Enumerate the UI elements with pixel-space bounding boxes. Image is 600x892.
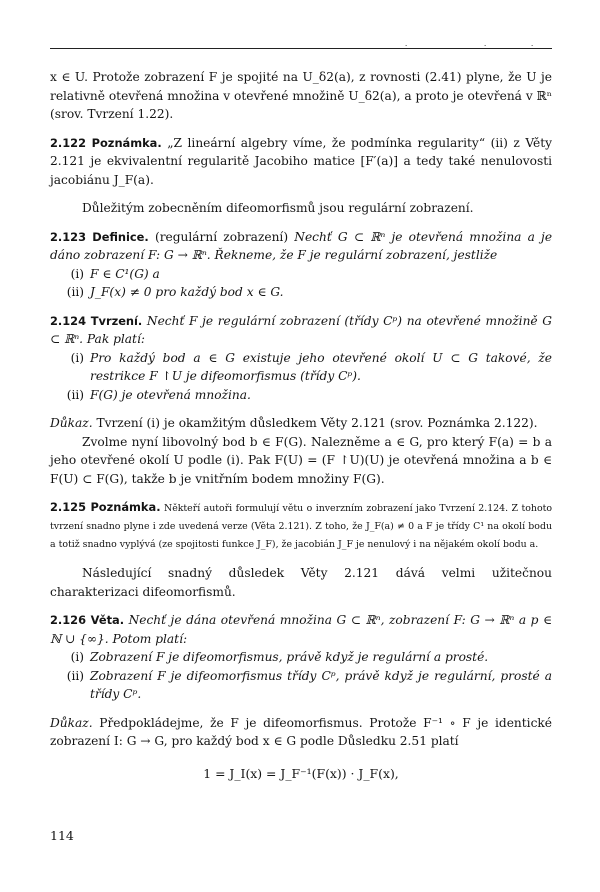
item-number: (ii) bbox=[66, 387, 84, 402]
header-mark: · bbox=[484, 42, 487, 50]
proposition-item bbox=[50, 349, 552, 386]
remark-2122 bbox=[50, 134, 552, 190]
display-formula: 1 = J_I(x) = J_F⁻¹(F(x)) · J_F(x), bbox=[203, 765, 399, 781]
proof-continuation: Zvolme nyní libovolný bod b ∈ F(G). Nalezněme a ∈ G, pro který F(a) = b a jeho otevřené okolí U podle (i). Pak F(U) = (F ↾U)(U) je otevřená množina a b ∈ F(U) ⊂ F(G), takže b je vnitřním bodem množiny F(G). bbox=[50, 434, 552, 486]
theorem-item bbox=[50, 648, 552, 667]
proposition-label: 2.124 Tvrzení. bbox=[50, 313, 143, 328]
remark-label: 2.125 Poznámka. bbox=[50, 500, 161, 514]
item-text: Zobrazení F je difeomorfismus třídy Cᵖ, právě když je regulární, prosté a třídy Cᵖ. bbox=[90, 668, 552, 701]
transition-paragraph: Následující snadný důsledek Věty 2.121 dává velmi užitečnou charakterizaci difeomorfismů. bbox=[50, 566, 552, 599]
definition-item bbox=[50, 265, 552, 284]
header-rule bbox=[50, 48, 552, 49]
page-body bbox=[50, 68, 552, 783]
item-number: (i) bbox=[70, 650, 84, 664]
header-mark: · bbox=[405, 42, 408, 50]
proof-2 bbox=[50, 714, 552, 751]
item-text: J_F(x) ≠ 0 pro každý bod x ∈ G. bbox=[90, 285, 284, 299]
proof-label: Důkaz. bbox=[50, 715, 93, 730]
item-text: Pro každý bod a ∈ G existuje jeho otevřené okolí U ⊂ G takové, že restrikce F ↾U je difeomorfismus (třídy Cᵖ). bbox=[90, 350, 552, 383]
item-number: (i) bbox=[70, 350, 84, 365]
item-text: Zobrazení F je difeomorfismus, právě když je regulární a prosté. bbox=[90, 650, 489, 664]
proposition-2124 bbox=[50, 312, 552, 349]
definition-paren: (regulární zobrazení) bbox=[154, 229, 289, 244]
item-number: (i) bbox=[70, 266, 84, 281]
proposition-item bbox=[50, 386, 552, 405]
remark-text: Někteří autoři formulují větu o inverzním zobrazení jako Tvrzení 2.124. Z tohoto tvrzení snadno plyne i zde uvedená verze (Věta 2.121). Z toho, že J_F(a) ≠ 0 a F je třídy C¹ na okolí bodu a totiž snadno vyplývá (ze spojitosti funkce J_F), že jacobián J_F je nenulový i na nějakém okolí bodu a. bbox=[50, 503, 553, 550]
item-number: (ii) bbox=[66, 668, 84, 683]
proof-label: Důkaz. bbox=[50, 416, 93, 430]
remark-2125 bbox=[50, 498, 552, 554]
theorem-item bbox=[50, 667, 552, 704]
definition-item bbox=[50, 283, 552, 302]
definition-2123 bbox=[50, 228, 552, 265]
theorem-2126 bbox=[50, 611, 552, 648]
proof-1 bbox=[50, 414, 552, 433]
proposition-text: Nechť F je regulární zobrazení (třídy Cᵖ) na otevřené množině G ⊂ ℝⁿ. Pak platí: bbox=[50, 313, 552, 346]
theorem-text: Nechť je dána otevřená množina G ⊂ ℝⁿ, zobrazení F: G → ℝⁿ a p ∈ ℕ ∪ {∞}. Potom platí: bbox=[50, 613, 553, 646]
proof-text: Předpokládejme, že F je difeomorfismus. Protože F⁻¹ ∘ F je identické zobrazení I: G → G, pro každý bod x ∈ G podle Důsledku 2.51 platí bbox=[50, 715, 552, 748]
remark-label: 2.122 Poznámka. bbox=[50, 135, 162, 150]
continuation-paragraph: x ∈ U. Protože zobrazení F je spojité na U_δ2(a), z rovnosti (2.41) plyne, že U je relativně otevřená množina v otevřené množině U_δ2(a), a proto je otevřená v ℝⁿ (srov. Tvrzení 1.22). bbox=[50, 70, 552, 121]
item-text: F(G) je otevřená množina. bbox=[90, 387, 251, 402]
item-number: (ii) bbox=[66, 285, 84, 299]
intro-paragraph: Důležitým zobecněním difeomorfismů jsou regulární zobrazení. bbox=[82, 201, 474, 215]
definition-label: 2.123 Definice. bbox=[50, 229, 149, 244]
theorem-label: 2.126 Věta. bbox=[50, 613, 125, 627]
remark-text: „Z lineární algebry víme, že podmínka regularity“ (ii) z Věty 2.121 je ekvivalentní regularitě Jacobiho matice [F′(a)] a tedy také nenulovosti jacobiánu J_F(a). bbox=[50, 135, 552, 187]
page-number: 114 bbox=[50, 828, 74, 843]
proof-text: Tvrzení (i) je okamžitým důsledkem Věty 2.121 (srov. Poznámka 2.122). bbox=[96, 416, 538, 430]
item-text: F ∈ C¹(G) a bbox=[90, 266, 160, 281]
header-mark: · bbox=[531, 42, 534, 50]
definition-text: Nechť G ⊂ ℝⁿ je otevřená množina a je dáno zobrazení F: G → ℝⁿ. Řekneme, že F je regulární zobrazení, jestliže bbox=[50, 229, 553, 262]
